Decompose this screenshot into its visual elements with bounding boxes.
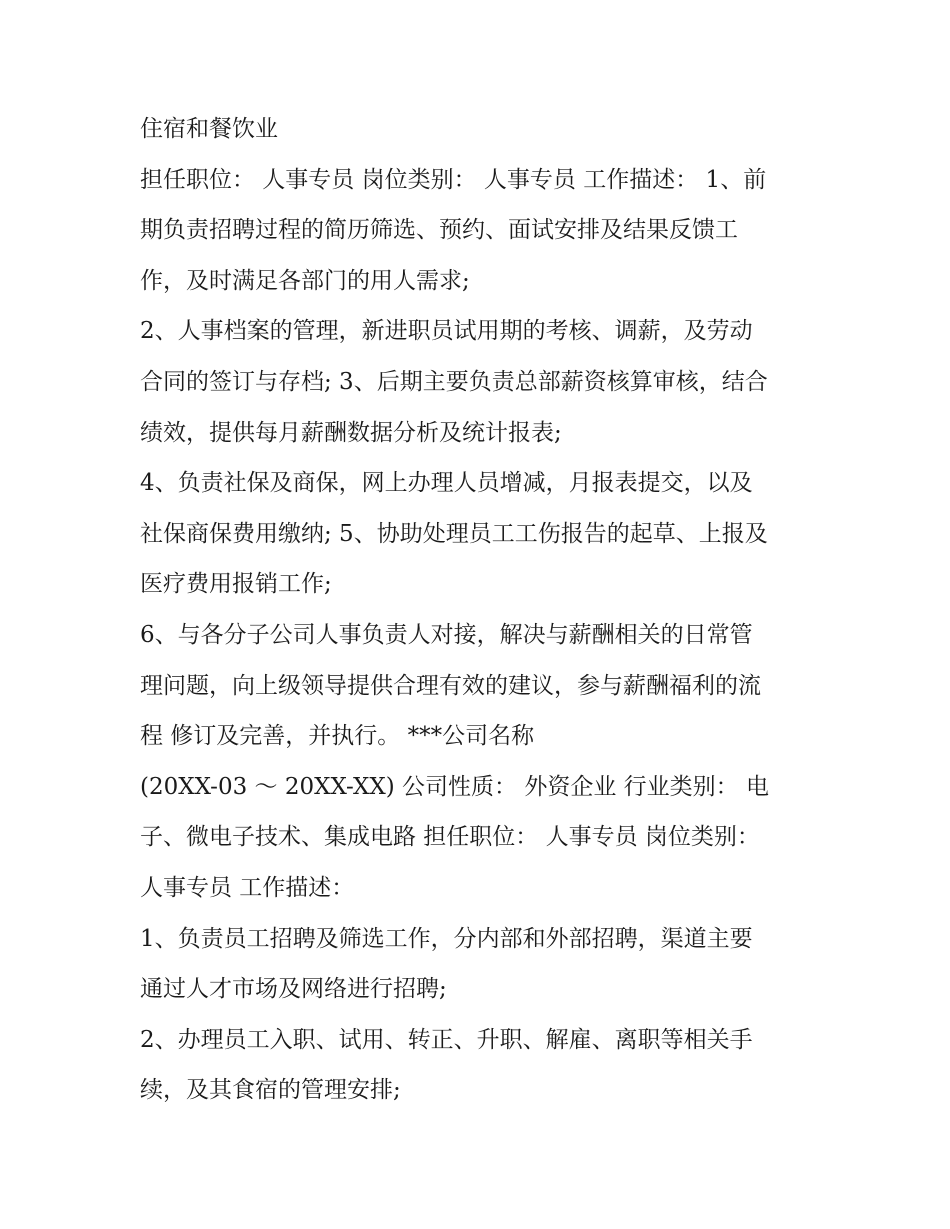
text-line: 续，及其食宿的管理安排;	[140, 1077, 401, 1104]
text-line: 2、人事档案的管理，新进职员试用期的考核、调薪，及劳动	[140, 318, 753, 345]
text-line: 人事专员 工作描述：	[140, 874, 355, 901]
text-line: 医疗费用报销工作;	[140, 571, 332, 598]
text-line: 程 修订及完善，并执行。 ***公司名称	[140, 723, 535, 750]
text-line: 子、微电子技术、集成电路 担任职位： 人事专员 岗位类别：	[140, 824, 760, 851]
text-line: 理问题，向上级领导提供合理有效的建议，参与薪酬福利的流	[140, 672, 761, 699]
text-line: 通过人才市场及网络进行招聘;	[140, 976, 447, 1003]
text-line: (20XX-03 ～ 20XX-XX) 公司性质： 外资企业 行业类别： 电	[140, 773, 769, 800]
text-line: 绩效，提供每月薪酬数据分析及统计报表;	[140, 419, 562, 446]
text-line: 住宿和餐饮业	[140, 116, 278, 142]
text-line: 4、负责社保及商保，网上办理人员增减，月报表提交，以及	[140, 470, 753, 497]
text-line: 社保商保费用缴纳; 5、协助处理员工工伤报告的起草、上报及	[140, 520, 768, 547]
text-line: 期负责招聘过程的简历筛选、预约、面试安排及结果反馈工	[140, 217, 738, 244]
text-line: 2、办理员工入职、试用、转正、升职、解雇、离职等相关手	[140, 1026, 753, 1053]
text-line: 1、负责员工招聘及筛选工作，分内部和外部招聘，渠道主要	[140, 925, 753, 952]
document-body	[140, 104, 820, 1116]
text-line: 6、与各分子公司人事负责人对接，解决与薪酬相关的日常管	[140, 621, 753, 648]
text-line: 作，及时满足各部门的用人需求;	[140, 267, 470, 294]
text-line: 担任职位： 人事专员 岗位类别： 人事专员 工作描述： 1、前	[140, 166, 767, 193]
text-line: 合同的签订与存档; 3、后期主要负责总部薪资核算审核，结合	[140, 368, 768, 395]
